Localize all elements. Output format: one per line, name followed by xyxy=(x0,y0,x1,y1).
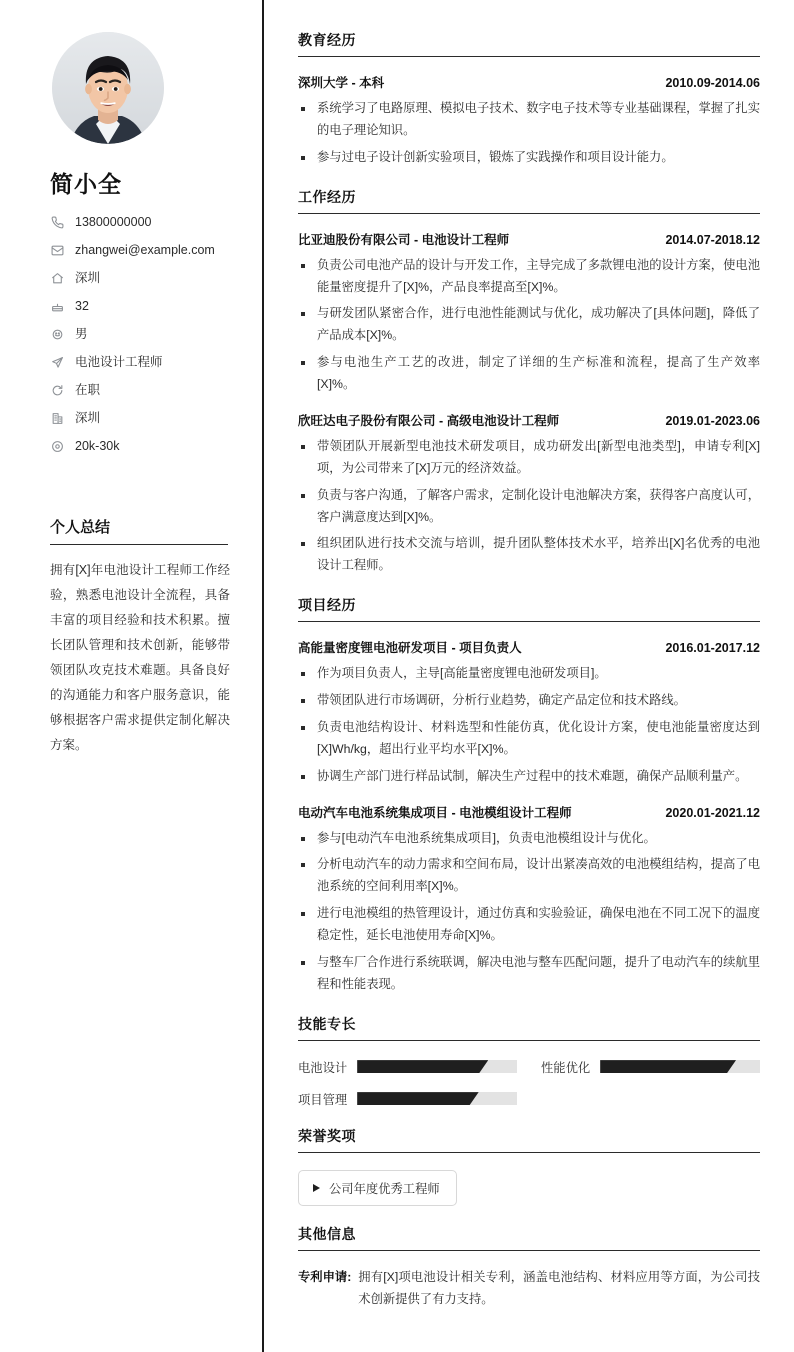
skills-heading: 技能专长 xyxy=(298,1014,760,1041)
entry-date: 2014.07-2018.12 xyxy=(665,232,760,247)
skill-bar-track xyxy=(600,1060,760,1073)
entry-title: 电动汽车电池系统集成项目 - 电池模组设计工程师 xyxy=(298,805,572,820)
person-name: 简小全 xyxy=(50,171,122,197)
paper-plane-icon xyxy=(50,355,65,370)
entry-header xyxy=(298,73,760,91)
bullet-item: 作为项目负责人，主导[高能量密度锂电池研发项目]。 xyxy=(298,663,760,685)
main-content xyxy=(264,0,794,1352)
education-heading: 教育经历 xyxy=(298,30,760,57)
bullet-list xyxy=(298,255,760,396)
bullet-item: 与整车厂合作进行系统联调，解决电池与整车匹配问题，提升了电动汽车的续航里程和性能表现。 xyxy=(298,952,760,996)
skill-row xyxy=(298,1090,517,1108)
honor-chip[interactable] xyxy=(298,1170,457,1206)
contact-item-position xyxy=(50,355,232,370)
entry-date: 2016.01-2017.12 xyxy=(665,641,760,656)
bullet-list xyxy=(298,98,760,169)
bullet-item: 参与电池生产工艺的改进，制定了详细的生产标准和流程，提高了生产效率[X]%。 xyxy=(298,352,760,396)
skill-label: 性能优化 xyxy=(541,1060,591,1075)
skill-label: 电池设计 xyxy=(298,1060,348,1075)
summary-text: 拥有[X]年电池设计工程师工作经验，熟悉电池设计全流程，具备丰富的项目经验和技术积累。擅长团队管理和技术创新，能够带领团队攻克技术难题。具备良好的沟通能力和客户服务意识，能够根据客户需求提供定制化解决方案。 xyxy=(50,563,230,752)
section-skills xyxy=(298,1014,760,1108)
contact-item-age xyxy=(50,299,232,314)
entry-title: 比亚迪股份有限公司 - 电池设计工程师 xyxy=(298,232,510,247)
envelope-icon xyxy=(50,243,65,258)
summary-section xyxy=(50,516,232,758)
play-triangle-icon xyxy=(313,1184,320,1192)
entry-title: 深圳大学 - 本科 xyxy=(298,76,385,90)
bullet-list xyxy=(298,663,760,787)
entry-header xyxy=(298,230,760,248)
skill-bar-fill xyxy=(600,1060,736,1073)
skill-bar-fill xyxy=(357,1092,478,1105)
contact-value: 男 xyxy=(75,327,88,341)
work-entry xyxy=(298,230,760,396)
skill-bar-track xyxy=(357,1060,517,1073)
project-entry xyxy=(298,638,760,787)
other-heading: 其他信息 xyxy=(298,1224,760,1251)
bullet-item: 进行电池模组的热管理设计，通过仿真和实验验证，确保电池在不同工况下的温度稳定性，延长电池使用寿命[X]%。 xyxy=(298,903,760,947)
cake-icon xyxy=(50,299,65,314)
bullet-list xyxy=(298,436,760,577)
phone-icon xyxy=(50,215,65,230)
contact-item-gender xyxy=(50,327,232,342)
education-entry xyxy=(298,73,760,169)
contact-item-email xyxy=(50,243,232,258)
bullet-item: 带领团队开展新型电池技术研发项目，成功研发出[新型电池类型]，申请专利[X]项，为公司带来了[X]万元的经济效益。 xyxy=(298,436,760,480)
building-icon xyxy=(50,411,65,426)
bullet-item: 组织团队进行技术交流与培训，提升团队整体技术水平，培养出[X]名优秀的电池设计工程师。 xyxy=(298,533,760,577)
bullet-list xyxy=(298,828,760,996)
contact-value: 电池设计工程师 xyxy=(75,355,163,369)
skill-bar-track xyxy=(357,1092,517,1105)
honors-list xyxy=(298,1170,760,1206)
bullet-item: 负责电池结构设计、材料选型和性能仿真，优化设计方案，使电池能量密度达到[X]Wh/kg，超出行业平均水平[X]%。 xyxy=(298,717,760,761)
bullet-item: 负责公司电池产品的设计与开发工作，主导完成了多款锂电池的设计方案，使电池能量密度提升了[X]%，产品良率提高至[X]%。 xyxy=(298,255,760,299)
entry-header xyxy=(298,638,760,656)
entry-date: 2010.09-2014.06 xyxy=(665,76,760,90)
bullet-item: 与研发团队紧密合作，进行电池性能测试与优化，成功解决了[具体问题]，降低了产品成本[X]%。 xyxy=(298,303,760,347)
refresh-icon xyxy=(50,383,65,398)
other-info-value: 拥有[X]项电池设计相关专利，涵盖电池结构、材料应用等方面，为公司技术创新提供了有力支持。 xyxy=(358,1269,760,1306)
summary-heading: 个人总结 xyxy=(50,516,228,545)
section-honors xyxy=(298,1126,760,1206)
entry-date: 2019.01-2023.06 xyxy=(665,413,760,428)
entry-title: 高能量密度锂电池研发项目 - 项目负责人 xyxy=(298,641,522,656)
skill-row xyxy=(541,1058,760,1076)
other-info-row xyxy=(298,1267,760,1311)
contact-item-location xyxy=(50,271,232,286)
bullet-item: 带领团队进行市场调研，分析行业趋势，确定产品定位和技术路线。 xyxy=(298,690,760,712)
entry-date: 2020.01-2021.12 xyxy=(665,805,760,820)
skill-row xyxy=(298,1058,517,1076)
home-icon xyxy=(50,271,65,286)
skill-label: 项目管理 xyxy=(298,1092,348,1107)
contact-item-salary xyxy=(50,439,232,454)
avatar xyxy=(52,32,164,144)
contact-item-city xyxy=(50,411,232,426)
section-work xyxy=(298,187,760,578)
bullet-item: 参与[电动汽车电池系统集成项目]，负责电池模组设计与优化。 xyxy=(298,828,760,850)
contact-value: 在职 xyxy=(75,383,101,397)
contact-list xyxy=(50,215,232,454)
skill-bar-fill xyxy=(357,1060,488,1073)
contact-item-phone xyxy=(50,215,232,230)
salary-icon xyxy=(50,439,65,454)
gender-icon xyxy=(50,327,65,342)
contact-value: 深圳 xyxy=(75,411,101,425)
bullet-item: 负责与客户沟通，了解客户需求，定制化设计电池解决方案，获得客户高度认可，客户满意度达到[X]%。 xyxy=(298,485,760,529)
section-education xyxy=(298,30,760,169)
contact-value: 20k-30k xyxy=(75,439,120,453)
bullet-item: 系统学习了电路原理、模拟电子技术、数字电子技术等专业基础课程，掌握了扎实的电子理论知识。 xyxy=(298,98,760,142)
skill-grid-spacer xyxy=(541,1090,760,1108)
section-projects xyxy=(298,595,760,996)
contact-value: zhangwei@example.com xyxy=(75,243,215,257)
contact-value: 深圳 xyxy=(75,271,101,285)
skills-grid xyxy=(298,1058,760,1108)
entry-title: 欣旺达电子股份有限公司 - 高级电池设计工程师 xyxy=(298,413,560,428)
honor-label: 公司年度优秀工程师 xyxy=(329,1181,440,1196)
bullet-item: 分析电动汽车的动力需求和空间布局，设计出紧凑高效的电池模组结构，提高了电池系统的空间利用率[X]%。 xyxy=(298,854,760,898)
sidebar xyxy=(0,0,264,1352)
honors-heading: 荣誉奖项 xyxy=(298,1126,760,1153)
bullet-item: 协调生产部门进行样品试制，解决生产过程中的技术难题，确保产品顺利量产。 xyxy=(298,766,760,788)
bullet-item: 参与过电子设计创新实验项目，锻炼了实践操作和项目设计能力。 xyxy=(298,147,760,169)
contact-value: 13800000000 xyxy=(75,215,152,229)
entry-header xyxy=(298,803,760,821)
contact-value: 32 xyxy=(75,299,89,313)
contact-item-status xyxy=(50,383,232,398)
other-info-label: 专利申请: xyxy=(298,1269,352,1284)
avatar-photo xyxy=(52,32,164,144)
project-entry xyxy=(298,803,760,996)
entry-header xyxy=(298,411,760,429)
section-other-info xyxy=(298,1224,760,1311)
work-heading: 工作经历 xyxy=(298,187,760,214)
work-entry xyxy=(298,411,760,577)
projects-heading: 项目经历 xyxy=(298,595,760,622)
